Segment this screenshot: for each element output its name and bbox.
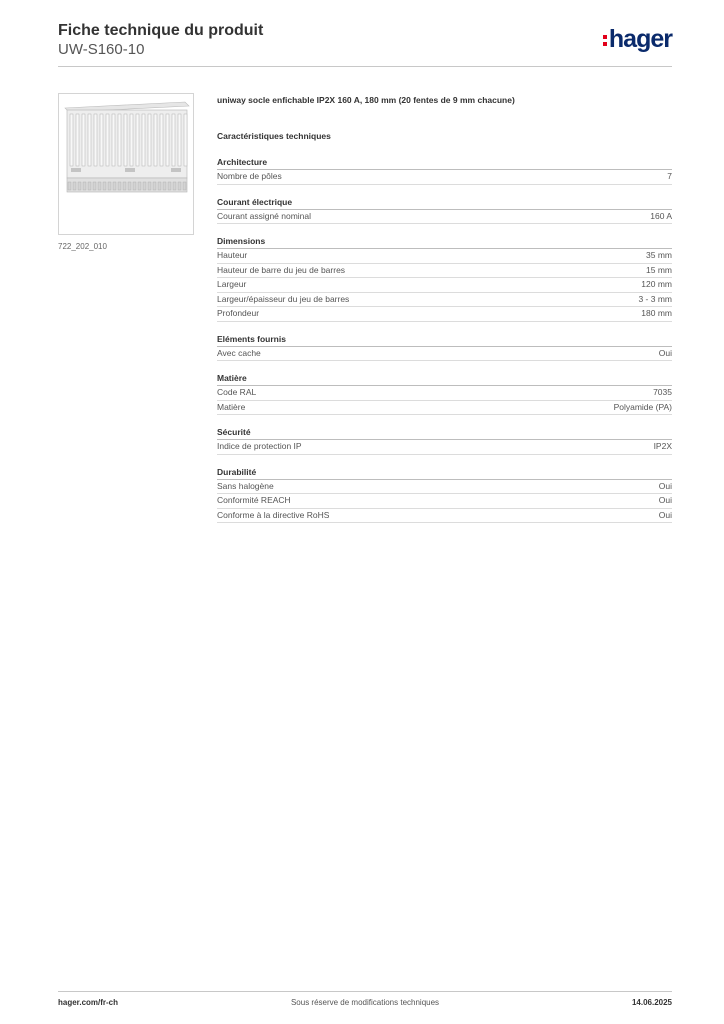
spec-row [217, 293, 672, 308]
spec-value: Oui [658, 509, 672, 520]
spec-row [217, 278, 672, 293]
footer-date: 14.06.2025 [631, 998, 672, 1007]
document-header [58, 22, 263, 59]
header-divider [58, 66, 672, 67]
spec-label: Avec cache [217, 347, 261, 358]
spec-section-title: Eléments fournis [217, 334, 672, 347]
spec-row [217, 386, 672, 401]
spec-value: 180 mm [641, 308, 672, 318]
footer-notice: Sous réserve de modifications techniques [290, 998, 440, 1007]
spec-section-title: Dimensions [217, 236, 672, 249]
hager-logo [603, 25, 672, 54]
spec-row [217, 170, 672, 185]
product-details [217, 95, 672, 535]
spec-value: 3 - 3 mm [638, 293, 672, 304]
spec-row [217, 480, 672, 495]
image-caption: 722_202_010 [58, 242, 107, 251]
spec-value: 120 mm [641, 279, 672, 289]
spec-row [217, 210, 672, 225]
spec-row [217, 249, 672, 264]
spec-section [217, 197, 672, 225]
spec-label: Profondeur [217, 308, 260, 318]
spec-value: 15 mm [646, 264, 672, 275]
spec-section-title: Architecture [217, 157, 672, 170]
spec-section [217, 373, 672, 415]
specifications-list [217, 157, 672, 523]
busbar-base-illustration-icon [59, 94, 193, 234]
specifications-title: Caractéristiques techniques [217, 131, 331, 141]
spec-row [217, 440, 672, 455]
footer-website[interactable]: hager.com/fr-ch [58, 998, 119, 1007]
spec-section [217, 334, 672, 362]
spec-label: Hauteur de barre du jeu de barres [217, 264, 346, 275]
product-reference: UW-S160-10 [58, 41, 145, 58]
logo-dots-icon [603, 32, 607, 49]
spec-label: Conforme à la directive RoHS [217, 509, 330, 520]
spec-section [217, 236, 672, 322]
spec-section-title: Durabilité [217, 467, 672, 480]
spec-label: Matière [217, 401, 246, 412]
spec-label: Largeur [217, 279, 247, 289]
spec-row [217, 494, 672, 509]
spec-label: Indice de protection IP [217, 441, 302, 451]
spec-value: Oui [658, 347, 672, 358]
logo-text: hager [608, 25, 672, 53]
spec-section [217, 427, 672, 455]
spec-row [217, 307, 672, 322]
spec-row [217, 347, 672, 362]
spec-value: 35 mm [646, 250, 672, 260]
footer-divider [58, 991, 672, 992]
spec-value: Polyamide (PA) [613, 401, 672, 412]
spec-row [217, 264, 672, 279]
spec-label: Largeur/épaisseur du jeu de barres [217, 293, 350, 304]
spec-section-title: Courant électrique [217, 197, 672, 210]
spec-value: 160 A [650, 210, 672, 221]
spec-section-title: Sécurité [217, 427, 672, 440]
spec-label: Conformité REACH [217, 495, 291, 505]
spec-row [217, 509, 672, 524]
spec-value: Oui [658, 495, 672, 505]
spec-value: 7035 [653, 387, 672, 397]
spec-label: Sans halogène [217, 480, 274, 491]
spec-label: Nombre de pôles [217, 171, 282, 181]
spec-section [217, 467, 672, 524]
spec-label: Hauteur [217, 250, 248, 260]
spec-value: 7 [667, 171, 672, 181]
product-image [58, 93, 194, 235]
spec-row [217, 401, 672, 416]
spec-label: Code RAL [217, 387, 257, 397]
spec-value: IP2X [653, 441, 672, 451]
product-description: uniway socle enfichable IP2X 160 A, 180 mm (20 fentes de 9 mm chacune) [217, 95, 515, 105]
document-title: Fiche technique du produit [58, 22, 264, 39]
spec-label: Courant assigné nominal [217, 210, 312, 221]
spec-section-title: Matière [217, 373, 672, 386]
spec-section [217, 157, 672, 185]
spec-value: Oui [658, 480, 672, 491]
